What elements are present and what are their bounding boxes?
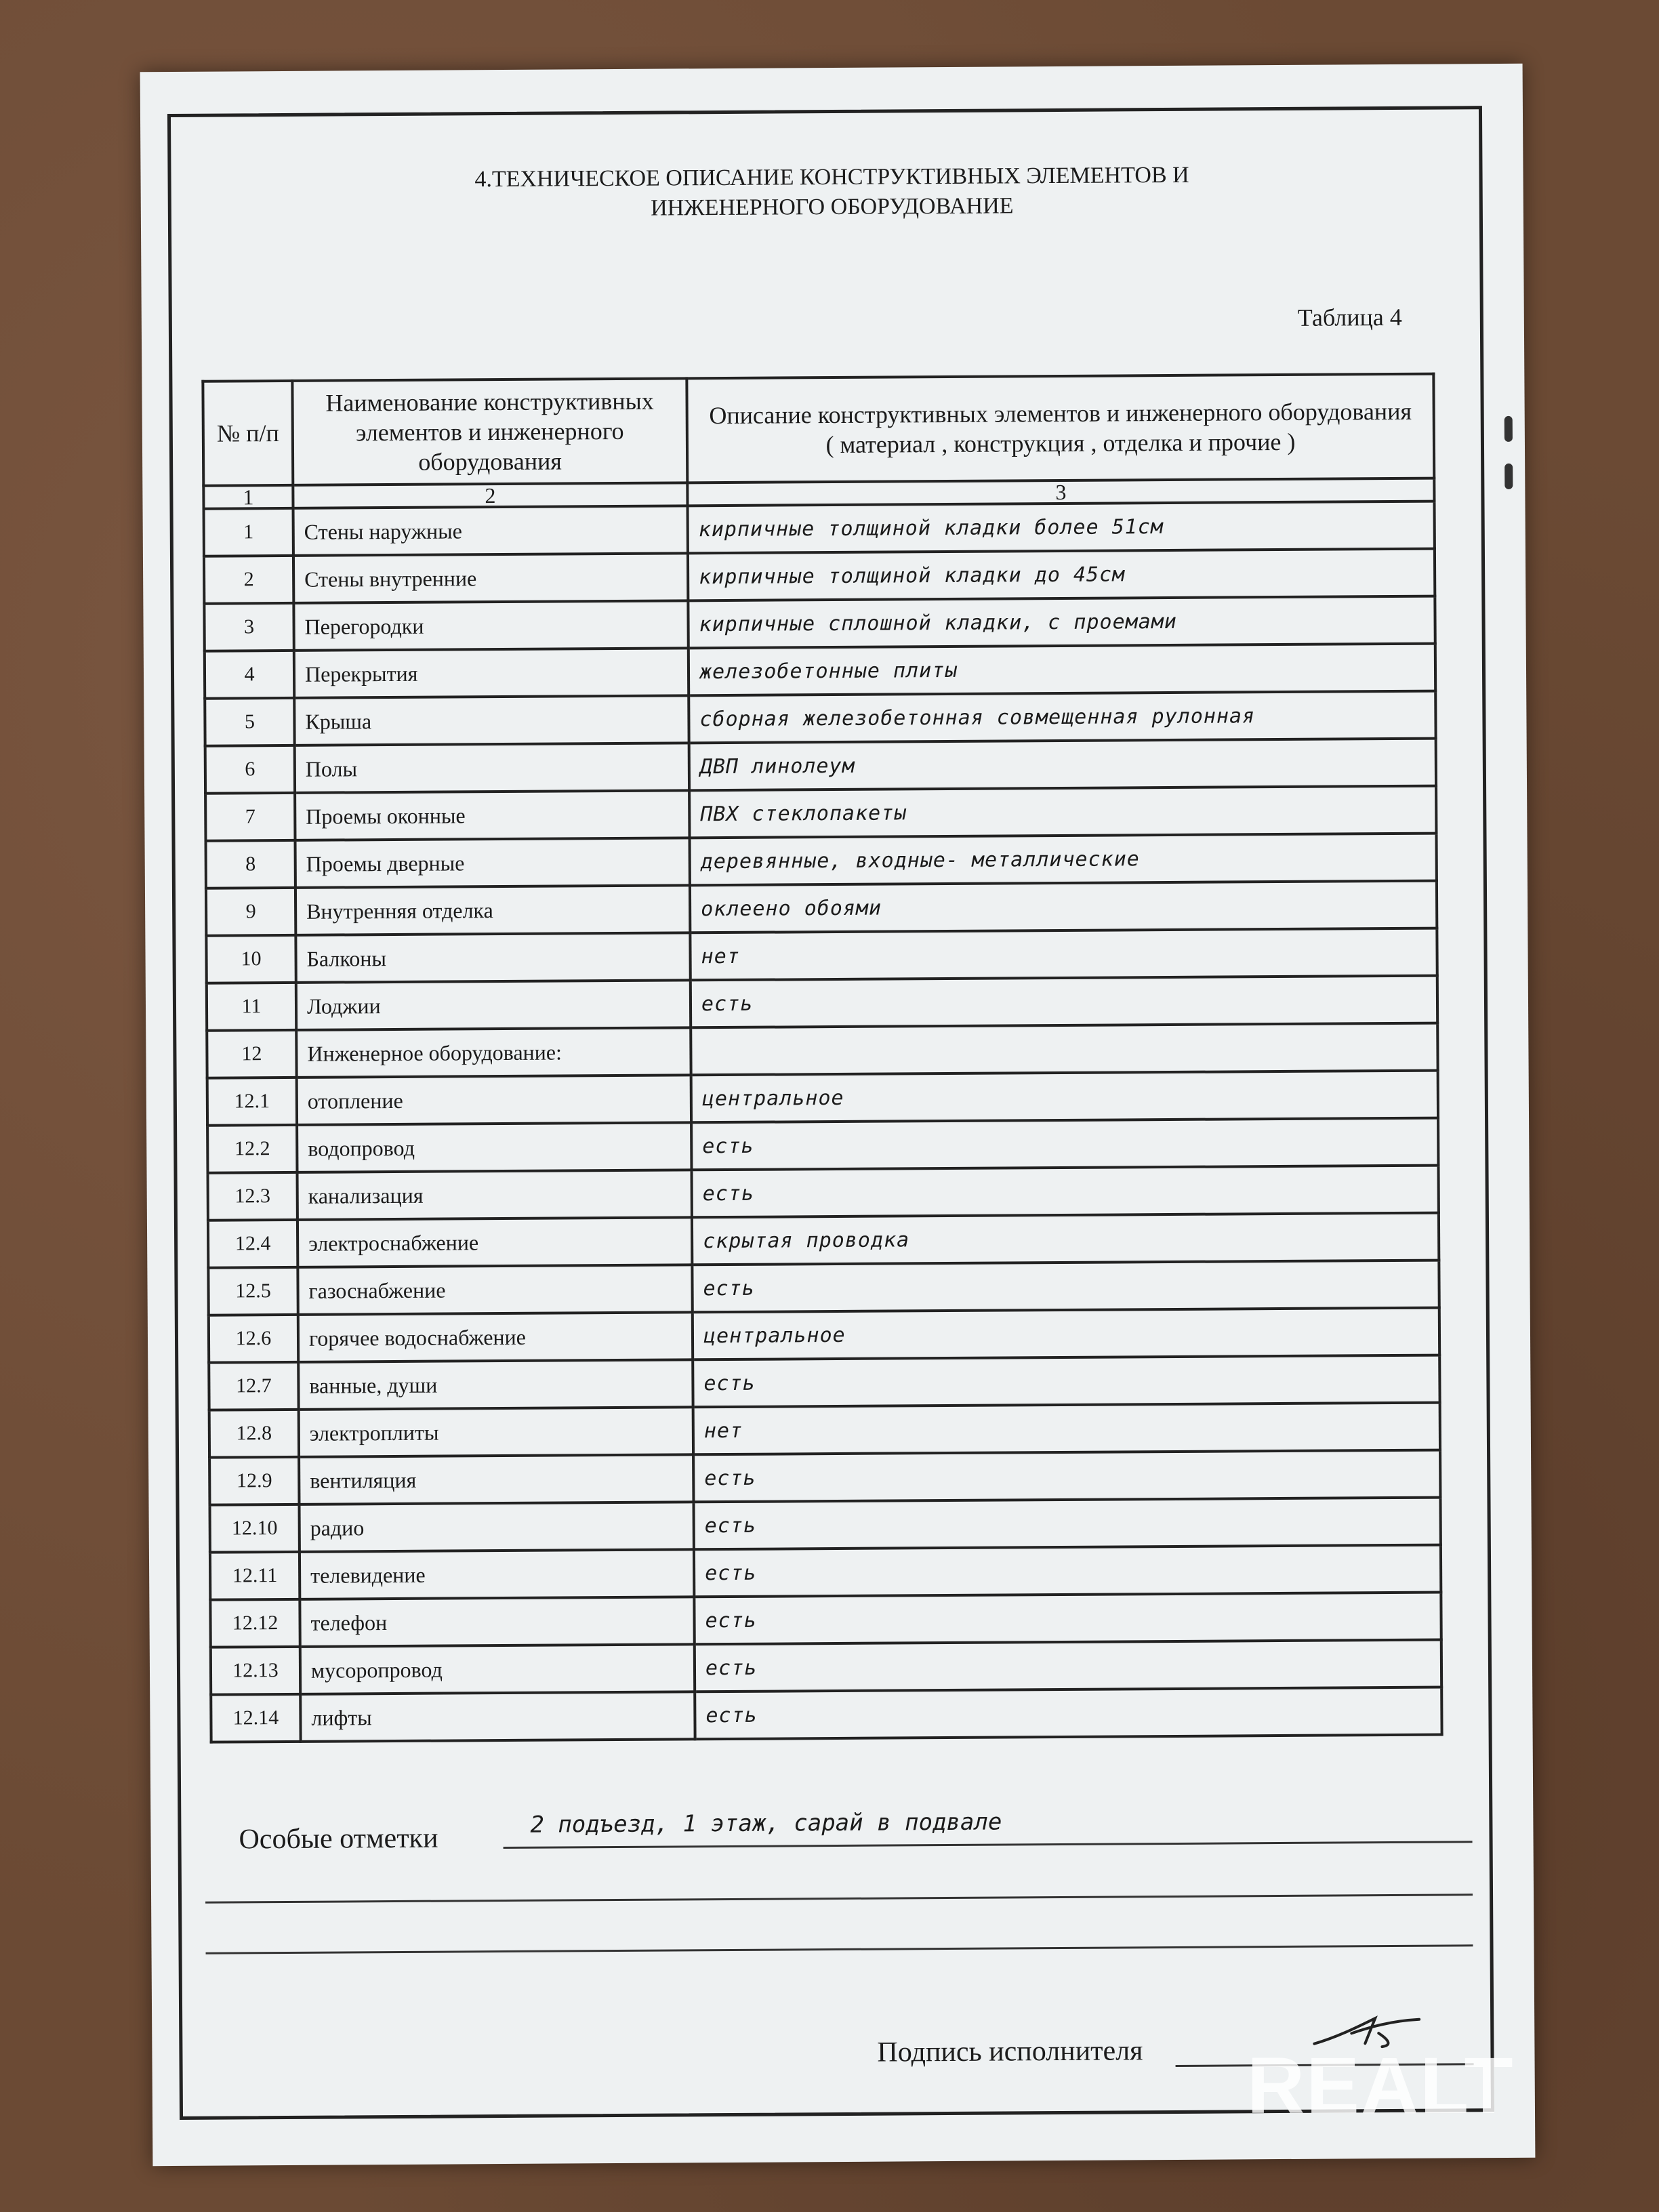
row-description: есть bbox=[694, 1545, 1441, 1597]
row-name: Перекрытия bbox=[294, 648, 689, 698]
row-name: Перегородки bbox=[293, 600, 688, 651]
column-number: 3 bbox=[687, 478, 1434, 506]
row-name: телевидение bbox=[300, 1549, 694, 1599]
row-number: 12.6 bbox=[209, 1315, 298, 1363]
row-number: 6 bbox=[205, 745, 295, 794]
table-row bbox=[205, 739, 1436, 794]
row-number: 12.5 bbox=[208, 1267, 298, 1315]
row-description: нет bbox=[693, 1403, 1440, 1455]
row-number: 9 bbox=[206, 888, 295, 936]
row-description: кирпичные сплошной кладки, с проемами bbox=[688, 596, 1435, 649]
table-row bbox=[207, 976, 1437, 1031]
table-row bbox=[207, 1023, 1437, 1078]
table-row bbox=[208, 1166, 1439, 1221]
column-number: 1 bbox=[203, 485, 293, 509]
row-name: электроснабжение bbox=[298, 1217, 692, 1267]
table-row bbox=[205, 644, 1435, 699]
row-name: Инженерное оборудование: bbox=[296, 1027, 691, 1078]
row-description: оклеено обоями bbox=[690, 881, 1437, 933]
header-desc-line1: Описание конструктивных элементов и инженерного оборудования bbox=[709, 397, 1412, 430]
row-number: 12.14 bbox=[211, 1694, 300, 1742]
table-row bbox=[209, 1498, 1440, 1553]
row-number: 12.4 bbox=[208, 1220, 298, 1268]
row-name: Крыша bbox=[294, 695, 689, 745]
document-sheet bbox=[140, 64, 1536, 2166]
row-description: есть bbox=[695, 1640, 1441, 1692]
row-description: скрытая проводка bbox=[692, 1213, 1439, 1265]
watermark-logo: REALT bbox=[1247, 2041, 1515, 2131]
row-number: 12.2 bbox=[207, 1125, 297, 1173]
row-number: 3 bbox=[204, 603, 293, 651]
row-description: есть bbox=[692, 1261, 1439, 1313]
row-description: центральное bbox=[691, 1071, 1438, 1123]
row-description: сборная железобетонная совмещенная рулонная bbox=[689, 691, 1435, 743]
row-name: Проемы оконные bbox=[295, 790, 689, 840]
row-description: кирпичные толщиной кладки до 45см bbox=[688, 549, 1435, 601]
row-name: электроплиты bbox=[299, 1407, 693, 1457]
column-number: 2 bbox=[293, 483, 687, 508]
table-row bbox=[206, 928, 1437, 983]
row-number: 8 bbox=[206, 840, 295, 888]
table-row bbox=[211, 1640, 1441, 1695]
row-number: 12.11 bbox=[210, 1552, 300, 1600]
row-name: радио bbox=[299, 1502, 693, 1552]
table-row bbox=[209, 1308, 1439, 1363]
table-row bbox=[208, 1261, 1439, 1315]
row-name: мусоропровод bbox=[300, 1644, 695, 1694]
table-row bbox=[211, 1687, 1441, 1742]
row-name: Стены наружные bbox=[293, 506, 688, 556]
row-name: ванные, души bbox=[298, 1359, 693, 1410]
row-description: есть bbox=[693, 1450, 1440, 1502]
table-row bbox=[206, 834, 1437, 888]
row-description: есть bbox=[695, 1687, 1441, 1740]
row-name: канализация bbox=[298, 1170, 692, 1220]
table-row bbox=[204, 596, 1435, 651]
row-description: есть bbox=[694, 1593, 1441, 1645]
row-number: 7 bbox=[205, 793, 295, 841]
row-name: газоснабжение bbox=[298, 1265, 692, 1315]
row-name: вентиляция bbox=[299, 1454, 693, 1504]
document-title bbox=[140, 159, 1523, 226]
table-row bbox=[209, 1450, 1440, 1505]
row-name: Лоджии bbox=[296, 980, 691, 1030]
table-row bbox=[205, 691, 1435, 746]
table-row bbox=[210, 1593, 1441, 1647]
notes-label: Особые отметки bbox=[239, 1822, 438, 1856]
row-name: Полы bbox=[295, 743, 689, 793]
table-row bbox=[205, 786, 1436, 841]
row-number: 2 bbox=[204, 556, 293, 604]
table-row bbox=[206, 881, 1437, 936]
signature-label: Подпись исполнителя bbox=[877, 2035, 1143, 2068]
punch-hole-mark bbox=[1504, 464, 1513, 489]
table-row bbox=[207, 1071, 1438, 1126]
row-number: 12 bbox=[207, 1030, 296, 1078]
title-line-1: 4.ТЕХНИЧЕСКОЕ ОПИСАНИЕ КОНСТРУКТИВНЫХ ЭЛЕМЕНТОВ И bbox=[474, 162, 1189, 192]
table-row bbox=[207, 1118, 1438, 1173]
row-description: есть bbox=[691, 1118, 1438, 1170]
row-number: 11 bbox=[207, 983, 296, 1031]
notes-value: 2 подъезд, 1 этаж, сарай в подвале bbox=[530, 1808, 1002, 1839]
row-number: 12.1 bbox=[207, 1078, 297, 1126]
row-number: 5 bbox=[205, 698, 294, 746]
table-row bbox=[209, 1403, 1440, 1458]
row-number: 12.12 bbox=[210, 1599, 300, 1647]
row-description: есть bbox=[693, 1355, 1439, 1408]
punch-hole-mark bbox=[1504, 416, 1513, 442]
row-number: 10 bbox=[206, 935, 295, 983]
row-name: телефон bbox=[300, 1597, 694, 1647]
row-description: ДВП линолеум bbox=[689, 739, 1436, 791]
row-number: 12.3 bbox=[208, 1172, 298, 1221]
table-row bbox=[209, 1355, 1439, 1410]
row-name: Проемы дверные bbox=[295, 838, 690, 888]
row-description: ПВХ стеклопакеты bbox=[689, 786, 1436, 838]
row-number: 12.10 bbox=[209, 1504, 299, 1553]
row-description: кирпичные толщиной кладки более 51см bbox=[688, 501, 1435, 554]
row-description: нет bbox=[690, 928, 1437, 981]
row-name: горячее водоснабжение bbox=[298, 1312, 693, 1362]
title-line-2: ИНЖЕНЕРНОГО ОБОРУДОВАНИЕ bbox=[651, 193, 1014, 221]
row-number: 4 bbox=[205, 651, 294, 699]
row-description: железобетонные плиты bbox=[689, 644, 1435, 696]
row-number: 1 bbox=[204, 508, 293, 556]
row-name: водопровод bbox=[297, 1122, 691, 1172]
row-description: есть bbox=[691, 976, 1437, 1028]
header-desc bbox=[687, 374, 1434, 483]
row-number: 12.9 bbox=[209, 1457, 299, 1505]
table-header-row bbox=[203, 374, 1434, 486]
table-label: Таблица 4 bbox=[1297, 303, 1402, 331]
table-row bbox=[204, 501, 1435, 556]
row-name: Внутренняя отделка bbox=[295, 885, 690, 935]
row-name: Балконы bbox=[295, 933, 690, 983]
row-name: Стены внутренние bbox=[293, 553, 688, 603]
row-number: 12.13 bbox=[211, 1647, 300, 1695]
row-description: есть bbox=[691, 1166, 1438, 1218]
spec-table bbox=[201, 373, 1443, 1744]
header-name: Наименование конструктивных элементов и инженерного оборудования bbox=[292, 378, 687, 485]
header-num: № п/п bbox=[203, 381, 293, 486]
table-row bbox=[208, 1213, 1439, 1268]
table-row bbox=[204, 549, 1435, 604]
row-name: лифты bbox=[300, 1692, 695, 1742]
row-description: центральное bbox=[693, 1308, 1439, 1360]
row-description: деревянные, входные- металлические bbox=[689, 834, 1436, 886]
row-description: есть bbox=[693, 1498, 1440, 1550]
table-row bbox=[210, 1545, 1441, 1600]
row-number: 12.7 bbox=[209, 1362, 298, 1410]
row-name: отопление bbox=[297, 1075, 691, 1125]
header-desc-line2: ( материал , конструкция , отделка и прочие ) bbox=[825, 428, 1296, 459]
row-number: 12.8 bbox=[209, 1410, 299, 1458]
row-description bbox=[691, 1023, 1437, 1076]
